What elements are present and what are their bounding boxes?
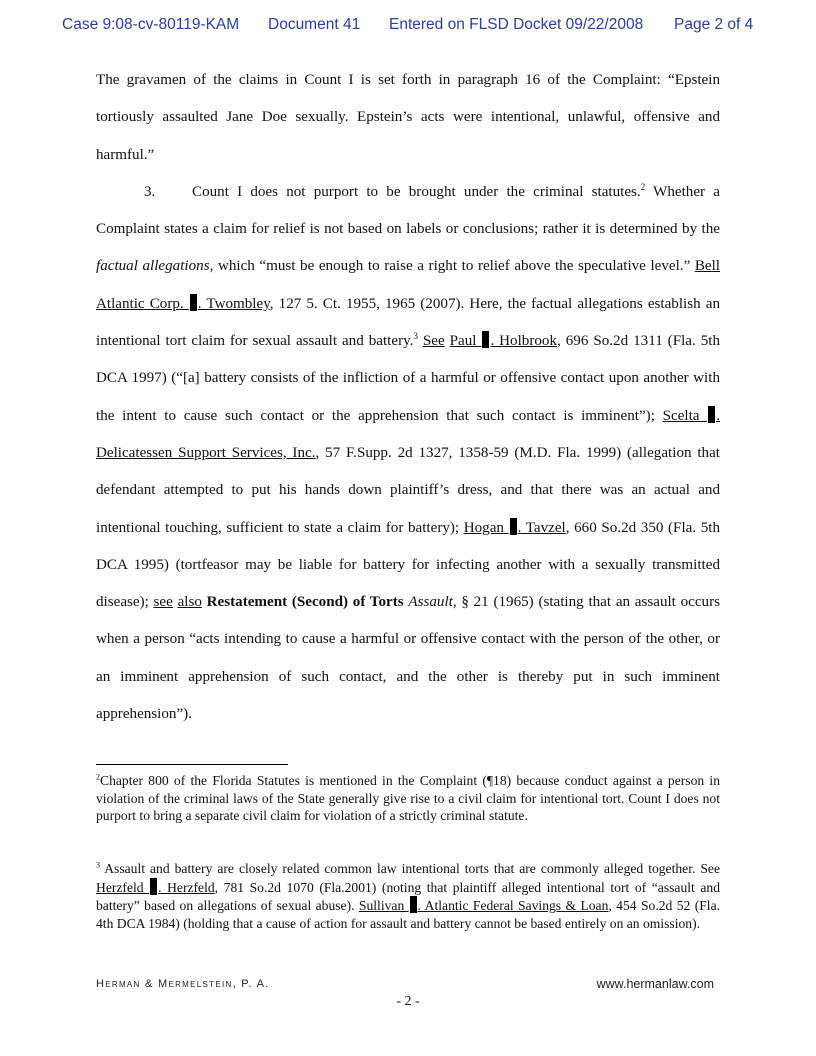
page-number: - 2 -: [396, 994, 420, 1009]
footnote-2: $^2$Chapter 800 of the Florida Statutes is mentioned in the Complaint (¶18) because conduct against a person in violation of the criminal laws of the State generally give rise to a civil claim for intentional tort. Count I does not purport to bring a separate civil claim for violation of a strictly criminal statute.: [96, 772, 720, 824]
document-body: [96, 62, 720, 733]
stamp-entered-date: Entered on FLSD Docket 09/22/2008: [389, 16, 644, 33]
paragraph-gravamen: The gravamen of the claims in Count I is set forth in paragraph 16 of the Complaint: “Epstein tortiously assaulted Jane Doe sexually. Epstein’s acts were intentional, unlawful, offensive and harmful.”: [96, 72, 720, 163]
case-citation: Herzfeld . Herzfeld: [96, 879, 215, 895]
redaction-block: [410, 896, 417, 913]
redaction-block: [708, 406, 715, 423]
footnote-ref-3[interactable]: 3: [413, 331, 418, 342]
case-citation: Bell Atlantic Corp. . Twombley: [96, 258, 720, 312]
redaction-block: [150, 878, 157, 895]
stamp-document-number: Document 41: [268, 16, 361, 33]
case-citation: Hogan . Tavzel: [463, 519, 566, 536]
case-citation: Scelta . Delicatessen Support Services, Inc.: [96, 407, 720, 461]
paragraph-number: 3.: [144, 183, 156, 200]
paragraph-3: 3. Count I does not purport to be brought under the criminal statutes.$^2$ Whether a Complaint states a claim for relief is not based on labels or conclusions; rather it is determined by the factual allegations, which “must be enough to raise a right to relief above the speculative level.” Bell Atlantic Corp. . Twombley, 127 5. Ct. 1955, 1965 (2007). Here, the factual allegations establish an intentional tort claim for sexual assault and battery.$^3$ See Paul . Holbrook, 696 So.2d 1311 (Fla. 5th DCA 1997) (“[a] battery consists of the infliction of a harmful or offensive contact upon another with the intent to cause such contact or the apprehension that such contact is imminent”); Scelta . Delicatessen Support Services, Inc., 57 F.Supp. 2d 1327, 1358-59 (M.D. Fla. 1999) (allegation that defendant attempted to put his hands down plaintiff’s dress, and that there was an actual and intentional touching, sufficient to state a claim for battery); Hogan . Tavzel, 660 So.2d 350 (Fla. 5th DCA 1995) (tortfeasor may be liable for battery for infecting another with a sexually transmitted disease); see also Restatement (Second) of Torts Assault, § 21 (1965) (stating that an assault occurs when a person “acts intending to cause a harmful or offensive contact with the person of the other, or an imminent apprehension of such contact, and the other is thereby put in such imminent apprehension”).: [96, 174, 720, 733]
case-citation: Paul . Holbrook: [449, 333, 558, 350]
redaction-block: [482, 331, 489, 348]
stamp-page-count: Page 2 of 4: [674, 16, 754, 33]
footnote-separator: [96, 764, 288, 765]
footnote-ref-2[interactable]: 2: [640, 181, 646, 192]
redaction-block: [190, 294, 197, 311]
redaction-block: [510, 518, 517, 535]
footnote-3: $^3$ Assault and battery are closely related common law intentional torts that are commonly alleged together. See Herzfeld . Herzfeld, 781 So.2d 1070 (Fla.2001) (noting that plaintiff alleged intentional tort of “assault and battery” based on allegations of sexual abuse). Sullivan . Atlantic Federal Savings & Loan, 454 So.2d 52 (Fla. 4th DCA 1984) (holding that a cause of action for assault and battery cannot be based entirely on an omission).: [96, 860, 721, 931]
footer-firm-name: Herman & Mermelstein, P. A.: [96, 978, 270, 990]
footer-website[interactable]: www.hermanlaw.com: [596, 977, 714, 991]
restatement-title: Restatement (Second) of Torts: [206, 594, 404, 611]
stamp-case-number: Case 9:08-cv-80119-KAM: [62, 16, 240, 33]
case-citation: Sullivan . Atlantic Federal Savings & Loan: [358, 898, 609, 914]
